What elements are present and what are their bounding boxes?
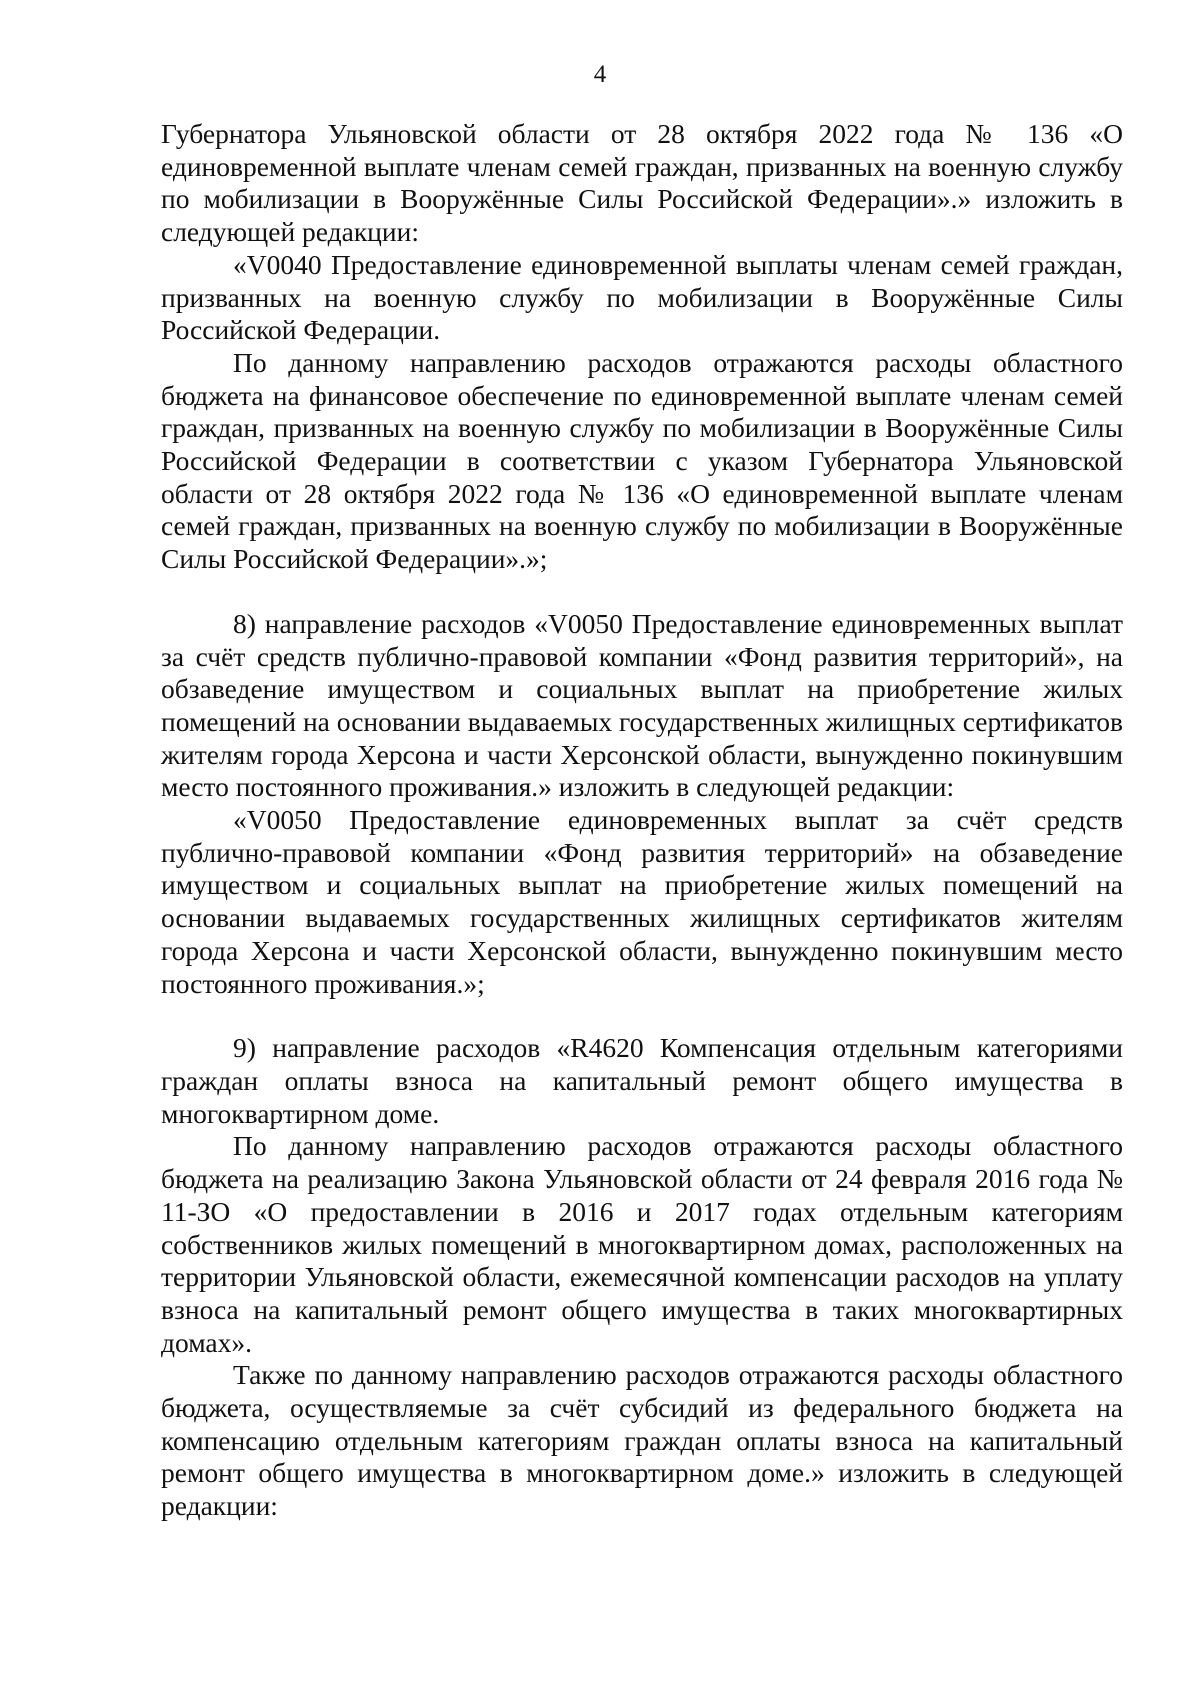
page-number: 4 xyxy=(593,61,607,88)
paragraph-continuation: Губернатора Ульяновской области от 28 октября 2022 года № 136 «О единовременной выплате членам семей граждан, призванных на военную службу по мобилизации в Вооружённые Силы Российской Федерации».» изложить в следующей редакции: xyxy=(161,118,1123,248)
paragraph-v0040-title: «V0040 Предоставление единовременной выплаты членам семей граждан, призванных на военную службу по мобилизации в Вооружённые Силы Российской Федерации. xyxy=(161,248,1123,346)
paragraph-r4620-federal: Также по данному направлению расходов отражаются расходы областного бюджета, осуществляемые за счёт субсидий из федерального бюджета на компенсацию отдельным категориям граждан оплаты взноса на капитальный ремонт общего имущества в многоквартирном доме.» изложить в следующей редакции: xyxy=(161,1359,1123,1522)
paragraph-v0050-title: «V0050 Предоставление единовременных выплат за счёт средств публично-правовой компании «Фонд развития территорий» на обзаведение имуществом и социальных выплат на приобретение жилых помещений на основании выдаваемых государственных жилищных сертификатов жителям города Херсона и части Херсонской области, вынужденно покинувшим место постоянного проживания.»; xyxy=(161,804,1123,999)
paragraph-item-8: 8) направление расходов «V0050 Предоставление единовременных выплат за счёт средств публично-правовой компании «Фонд развития территорий», на обзаведение имуществом и социальных выплат на приобретение жилых помещений на основании выдаваемых государственных жилищных сертификатов жителям города Херсона и части Херсонской области, вынужденно покинувшим место постоянного проживания.» изложить в следующей редакции: xyxy=(161,607,1123,803)
paragraph-v0040-description: По данному направлению расходов отражаются расходы областного бюджета на финансовое обеспечение по единовременной выплате членам семей граждан, призванных на военную службу по мобилизации в Вооружённые Силы Российской Федерации в соответствии с указом Губернатора Ульяновской области от 28 октября 2022 года № 136 «О единовременной выплате членам семей граждан, призванных на военную службу по мобилизации в Вооружённые Силы Российской Федерации».»; xyxy=(161,346,1123,575)
document-body xyxy=(161,118,1123,1523)
paragraph-item-9: 9) направление расходов «R4620 Компенсация отдельным категориями граждан оплаты взноса на капитальный ремонт общего имущества в многоквартирном доме. xyxy=(161,1032,1123,1129)
paragraph-r4620-description: По данному направлению расходов отражаются расходы областного бюджета на реализацию Закона Ульяновской области от 24 февраля 2016 года № 11-ЗО «О предоставлении в 2016 и 2017 годах отдельным категориям собственников жилых помещений в многоквартирном домах, расположенных на территории Ульяновской области, ежемесячной компенсации расходов на уплату взноса на капитальный ремонт общего имущества в таких многоквартирных домах». xyxy=(161,1130,1123,1358)
